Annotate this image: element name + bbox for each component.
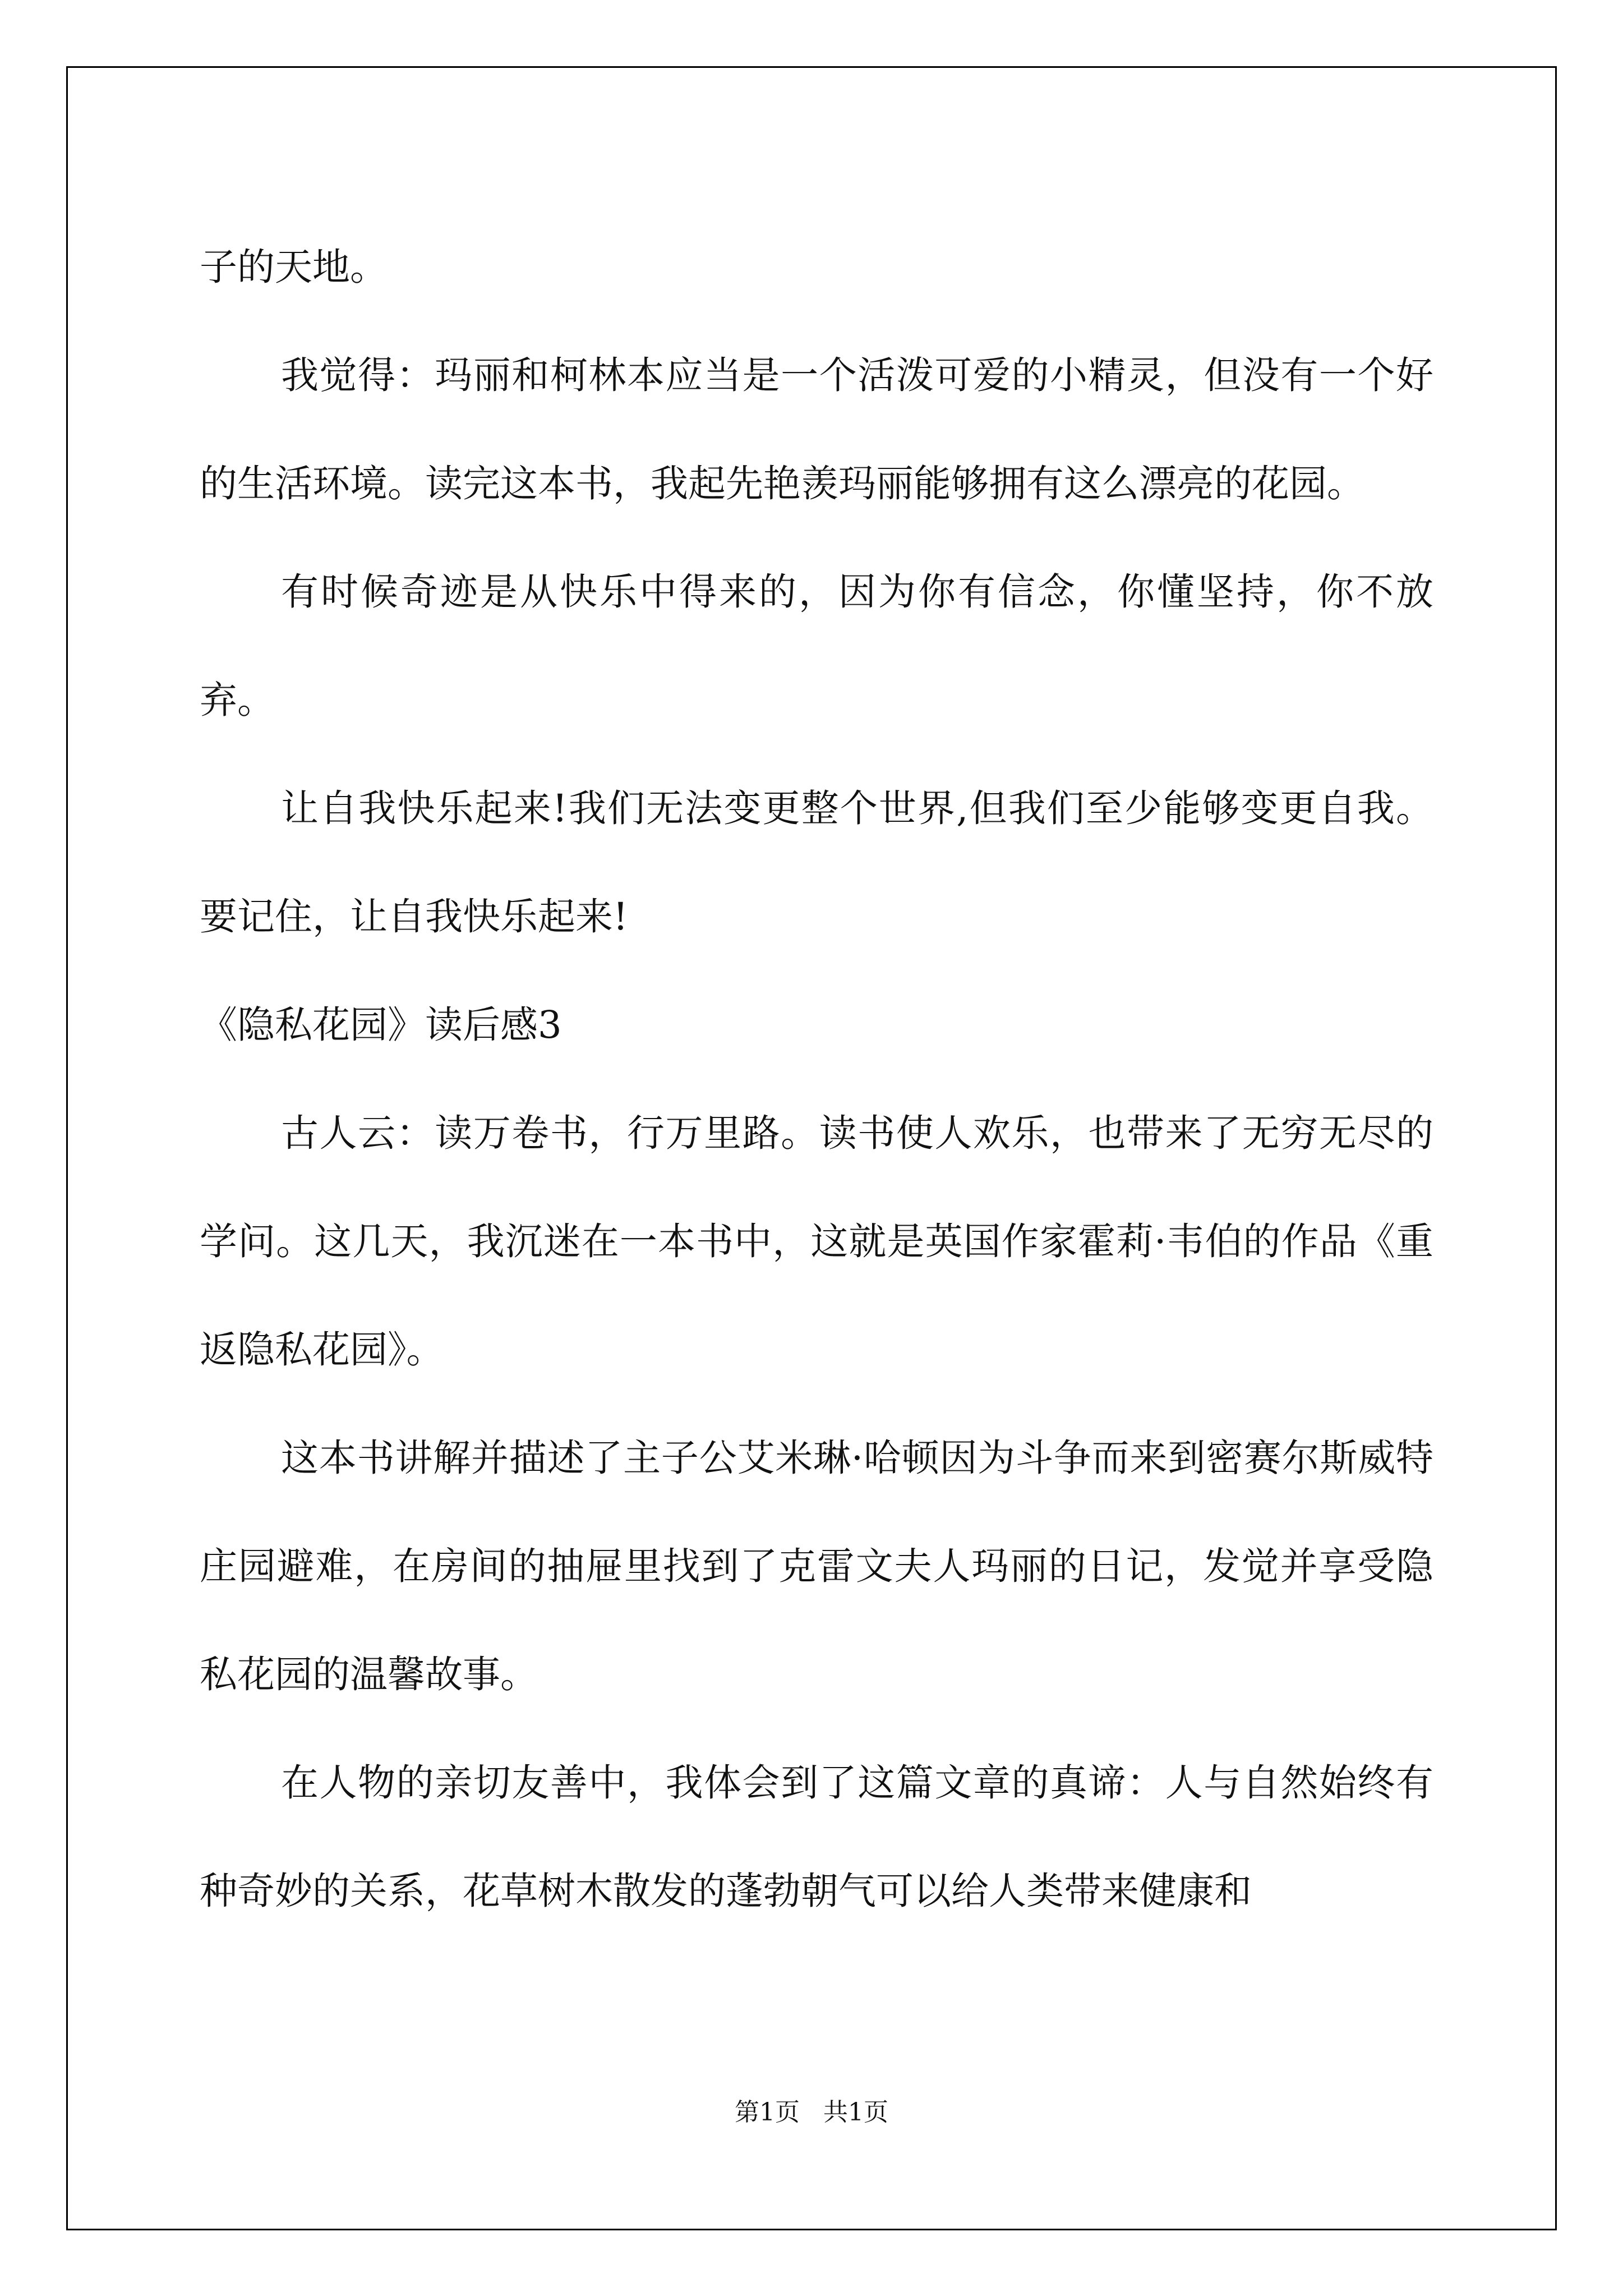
paragraph-continuation: 子的天地。: [200, 245, 388, 289]
paragraph: 让自我快乐起来!我们无法变更整个世界,但我们至少能够变更自我。要记住，让自我快乐起来!: [200, 786, 1433, 938]
document-body: [200, 213, 1433, 1945]
paragraph: 古人云：读万卷书，行万里路。读书使人欢乐，也带来了无穷无尽的学问。这几天，我沉迷在一本书中，这就是英国作家霍莉·韦伯的作品《重返隐私花园》。: [200, 1111, 1433, 1372]
paragraph: 这本书讲解并描述了主子公艾米琳·哈顿因为斗争而来到密赛尔斯威特庄园避难，在房间的抽屉里找到了克雷文夫人玛丽的日记，发觉并享受隐私花园的温馨故事。: [200, 1436, 1433, 1696]
page-number-footer: 第1页 共1页: [735, 2098, 888, 2127]
paragraph: 我觉得：玛丽和柯林本应当是一个活泼可爱的小精灵，但没有一个好的生活环境。读完这本书，我起先艳羡玛丽能够拥有这么漂亮的花园。: [200, 353, 1433, 505]
paragraph: 有时候奇迹是从快乐中得来的，因为你有信念，你懂坚持，你不放弃。: [200, 570, 1433, 722]
section-heading: 《隐私花园》读后感3: [200, 1003, 562, 1047]
paragraph: 在人物的亲切友善中，我体会到了这篇文章的真谛：人与自然始终有种奇妙的关系，花草树木散发的蓬勃朝气可以给人类带来健康和: [200, 1761, 1433, 1913]
